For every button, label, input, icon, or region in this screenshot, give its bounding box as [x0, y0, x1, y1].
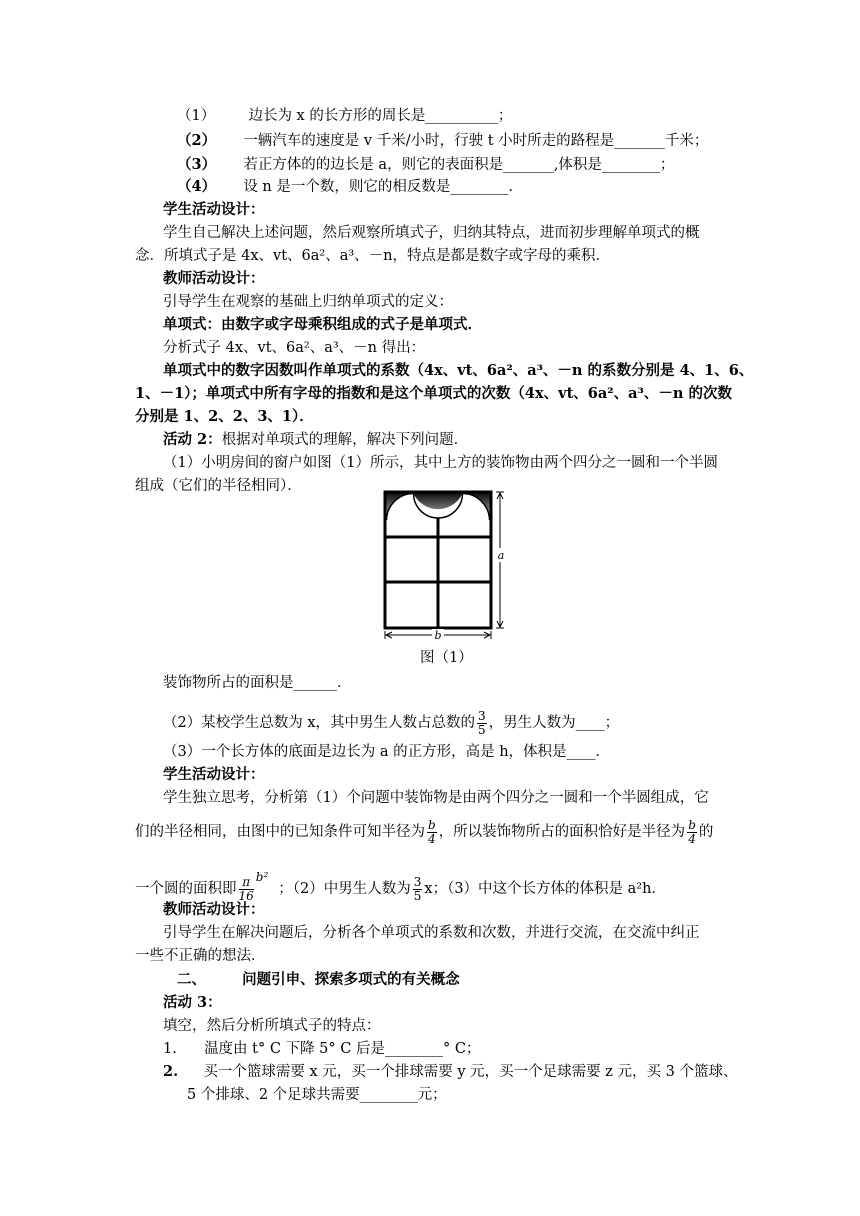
paragraph: 一些不正确的想法． — [135, 948, 266, 964]
student-activity-heading-1: 学生活动设计： — [163, 201, 265, 218]
question-box: （3）一个长方体的底面是边长为 a 的正方形，高是 h，体积是____． — [163, 744, 611, 760]
window-figure — [380, 490, 512, 640]
q4-text: 设 n 是一个数，则它的相反数是________. — [243, 179, 513, 195]
paragraph: 组成（它们的半径相同）． — [135, 478, 302, 494]
paragraph: 分析式子 4x、vt、6a²、a³、－n 得出： — [163, 340, 426, 356]
monomial-definition: 单项式：由数字或字母乘积组成的式子是单项式． — [163, 316, 482, 333]
text-segment: （2）某校学生总数为 x，其中男生人数占总数的 — [163, 715, 476, 731]
dim-label-a: a — [497, 549, 505, 562]
activity-3: 活动 3： — [163, 994, 222, 1011]
question-3 — [177, 155, 674, 175]
numerator: b — [688, 817, 696, 832]
paragraph: 装饰物所占的面积是______． — [163, 675, 352, 691]
numerator: b — [428, 817, 436, 832]
fraction-b-4 — [687, 819, 697, 846]
question-2 — [177, 131, 708, 151]
text-segment: 们的半径相同，由图中的已知条件可知半径为 — [135, 824, 425, 840]
denominator: 4 — [688, 831, 696, 846]
coefficient-definition: 单项式中的数字因数叫作单项式的系数（4x、vt、6a²、a³、－n 的系数分别是 4、1、6、 — [163, 362, 754, 379]
text-segment: ，所以装饰物所占的面积恰好是半径为 — [438, 824, 686, 840]
paragraph: 学生自己解决上述问题，然后观察所填式子，归纳其特点，进而初步理解单项式的概 — [163, 225, 700, 241]
teacher-activity-heading-1: 教师活动设计： — [163, 270, 265, 287]
text-segment: x；（3）中这个长方体的体积是 a²h． — [424, 881, 666, 897]
teacher-activity-heading-2: 教师活动设计： — [163, 901, 265, 918]
numerator: 3 — [478, 708, 486, 723]
q4-number: （4） — [177, 178, 217, 195]
student-activity-heading-2: 学生活动设计： — [163, 766, 265, 783]
paragraph: 念．所填式子是 4x、vt、6a²、a³、－n，特点是都是数字或字母的乘积． — [135, 248, 611, 264]
paragraph: 学生独立思考，分析第（1）个问题中装饰物是由两个四分之一圆和一个半圆组成，它 — [163, 790, 709, 806]
text-segment: ；（2）中男生人数为 — [278, 881, 411, 897]
item-number: 1. — [163, 1041, 177, 1057]
denominator: 5 — [478, 722, 486, 737]
figure-caption: 图（1） — [420, 650, 473, 666]
text-segment: 一个圆的面积即 — [135, 881, 237, 897]
paragraph: 引导学生在解决问题后，分析各个单项式的系数和次数，并进行交流，在交流中纠正 — [163, 925, 700, 941]
dim-label-b: b — [434, 629, 442, 640]
denominator: 5 — [413, 888, 422, 903]
q1-number: （1） — [177, 108, 216, 124]
activity-2-label: 活动 2： — [163, 431, 222, 448]
degree-definition: 1、－1）；单项式中所有字母的指数和是这个单项式的次数（4x、vt、6a²、a³、－n 的次数 — [135, 385, 732, 402]
section-2-heading — [177, 970, 460, 990]
q2-text: 一辆汽车的速度是 v 千米/小时，行驶 t 小时所走的路程是_______千米； — [243, 133, 709, 149]
paragraph: 填空，然后分析所填式子的特点： — [163, 1018, 381, 1034]
text-segment: 的 — [698, 824, 714, 840]
question-1 — [177, 106, 512, 126]
q2-number: （2） — [177, 132, 217, 149]
section-number: 二、 — [177, 971, 206, 988]
item-number: 2. — [163, 1063, 179, 1080]
question-school — [163, 705, 619, 741]
numerator: π — [239, 876, 254, 890]
question-4 — [177, 177, 513, 197]
window-diagram — [380, 490, 512, 640]
activity-2 — [163, 430, 468, 450]
list-item — [163, 1039, 480, 1059]
q3-number: （3） — [177, 156, 217, 173]
list-item-continuation: 5 个排球、2 个足球共需要________元； — [187, 1087, 447, 1103]
numerator: 3 — [413, 874, 422, 889]
section-title: 问题引申、探索多项式的有关概念 — [242, 971, 460, 988]
denominator: 4 — [428, 831, 436, 846]
fraction-b-4 — [427, 819, 437, 846]
fraction-pi-16 — [239, 876, 254, 903]
fraction-3-5 — [413, 876, 423, 903]
fraction-3-5 — [477, 710, 487, 737]
item-text: 买一个篮球需要 x 元，买一个排球需要 y 元，买一个足球需要 z 元，买 3 个篮球、 — [203, 1064, 738, 1080]
denominator: 16 — [238, 888, 254, 903]
q3-text: 若正方体的的边长是 a，则它的表面积是_______,体积是________； — [243, 157, 675, 173]
item-text: 温度由 t° C 下降 5° C 后是________° C； — [204, 1041, 481, 1057]
list-item — [163, 1062, 737, 1082]
b-squared: b² — [255, 870, 269, 884]
degree-values: 分别是 1、2、2、3、1）． — [135, 408, 314, 425]
paragraph: （1）小明房间的窗户如图（1）所示，其中上方的装饰物由两个四分之一圆和一个半圆 — [163, 455, 718, 471]
q1-text: 边长为 x 的长方形的周长是__________； — [248, 108, 513, 124]
paragraph: 引导学生在观察的基础上归纳单项式的定义： — [163, 294, 453, 310]
paragraph — [135, 812, 713, 852]
text-segment: ，男生人数为____； — [488, 715, 620, 731]
activity-2-text: 根据对单项式的理解，解决下列问题． — [221, 432, 469, 448]
